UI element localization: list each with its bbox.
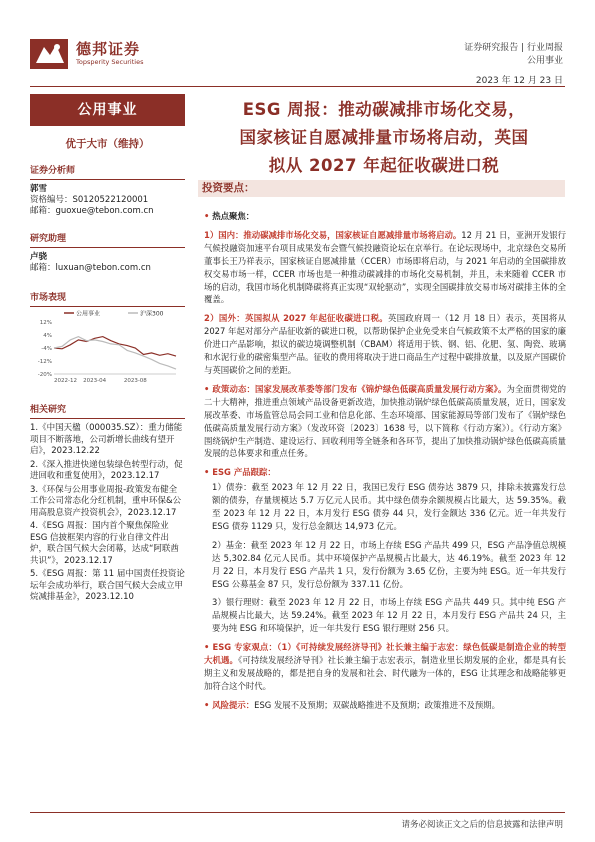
para-body: 《可持续发展经济导刊》社长兼主编于志宏表示，制造业里长期发展的企业，都是具有长期主义和发展战略的，都是把自身的发展和社会、时代融为一体的，ESG 让其理念和战略能够更加符合这个时代。: [204, 655, 566, 691]
report-sector: 公用事业: [526, 56, 563, 66]
market-chart: [30, 308, 180, 390]
y-tick-label: 4%: [43, 333, 52, 339]
analyst-email[interactable]: 邮箱：guoxue@tebon.com.cn: [30, 206, 154, 216]
market-chart-svg: [30, 308, 180, 390]
related-item[interactable]: 4.《ESG 周报：国内首个聚焦保险业 ESG 信披框架内容的行业自律文件出炉，联合国气候大会闭幕，达成“阿联酋共识”》，2023.12.17: [30, 521, 179, 566]
y-tick-label: -4%: [41, 346, 52, 352]
related-research: [30, 402, 185, 606]
related-item[interactable]: 3.《环保与公用事业周报-政策发布健全工作公司常态化分红机制，重申环保&公用高股息资产投资机会》，2023.12.17: [30, 484, 182, 518]
paragraph-expert: [204, 641, 566, 693]
logo-name-en: Topsperity Securities: [76, 58, 144, 66]
related-item[interactable]: 2.《深入推进快递包装绿色转型行动，促进回收和重复使用》，2023.12.17: [30, 459, 183, 481]
para-body: 为全面贯彻党的二十大精神，推进重点领域产品设备更新改造，加快推动锅炉绿色低碳高质量发展，近日，国家发展改革委、市场监管总局会同工业和信息化部、生态环境部、国家能源局等部门发布了《锅炉绿色低碳高质量发展行动方案》（发改环资〔2023〕1638 号，以下简称《行动方案》）。《行动方案》围绕锅炉生产制造、建设运行、回收利用等全链条和各环节，提出了加快推动锅炉绿色低碳高质量发展的总体要求和重点任务。: [204, 383, 566, 459]
para-head: 2）国外：英国拟从 2027 年起征收碳进口税。: [204, 313, 388, 324]
legend-label: 沪深300: [140, 310, 164, 318]
analyst-label: 证券分析师: [30, 163, 185, 180]
footer-divider: [30, 812, 565, 813]
logo-icon: [30, 37, 70, 71]
title-line: 拟从 2027 年起征收碳进口税: [268, 156, 500, 175]
paragraph-domestic: [204, 229, 566, 306]
related-label: 相关研究: [30, 402, 185, 419]
header-divider: [30, 86, 565, 87]
para-head: 政策动态：国家发展改革委等部门发布《锦炉绿色低碳高质量发展行动方案》。: [212, 383, 507, 394]
y-tick-label: 12%: [39, 320, 52, 326]
y-tick-label: -12%: [37, 359, 52, 365]
product-item: 3）银行理财：截至 2023 年 12 月 22 日，市场上存续 ESG 产品共 449 只。其中纯 ESG 产品规模占比最大，达 59.24%。截至 2023 年 12 月 22 日，本月发行 ESG 产品共 24 只，主要为纯 ESG 和环境保护，近一年共发行 ESG 银行理财 256 只。: [212, 597, 566, 634]
bullet-icon: •: [204, 699, 213, 710]
product-item: 1）债券：截至 2023 年 12 月 22 日，我国已发行 ESG 债券达 3879 只，排除未披露发行总额的债券，存量规模达 5.7 万亿元人民币。其中绿色债券余额规模占比最大，达 59.35%。截至 2023 年 12 月 22 日，本月发行 ESG 债券 44 只，发行金额达 336 亿元。近一年共发行 ESG 债券 1129 只，发行总金额达 14,973 亿元。: [212, 482, 566, 531]
bullet-icon: •: [204, 467, 213, 478]
report-date: 2023 年 12 月 23 日: [475, 76, 563, 86]
related-item[interactable]: 5.《ESG 周报：第 11 届中国责任投资论坛年会成功举行，联合国气候大会成立甲烷减排基金》，2023.12.10: [30, 569, 185, 602]
main-content: [204, 210, 566, 718]
paragraph-risk: [204, 699, 566, 712]
x-tick-label: 2023-08: [123, 378, 147, 384]
title-line: 国家核证自愿减排量市场将启动，英国: [239, 128, 529, 147]
bullet-icon: •: [204, 642, 213, 653]
footer-disclaimer[interactable]: 请务必阅读正文之后的信息披露和法律声明: [401, 820, 563, 830]
paragraph-policy: [204, 383, 566, 460]
market-label: 市场表现: [30, 290, 185, 307]
para-head: 风险提示：: [212, 699, 255, 710]
sidebar: [30, 94, 185, 311]
bullet-icon: •: [204, 211, 213, 221]
company-logo: [30, 36, 200, 72]
x-tick-label: 2023-04: [83, 378, 107, 384]
series-line-index: [54, 337, 176, 370]
title-line: ESG 周报：推动碳减排市场化交易，: [242, 100, 526, 119]
bullet-icon: •: [204, 383, 213, 394]
market-section: [30, 290, 185, 307]
analyst-name: 郭雪: [30, 184, 48, 194]
assistant-section: [30, 231, 185, 274]
summary-heading: 投资要点：: [198, 180, 565, 197]
hotspot-heading: • 热点聚焦：: [204, 211, 255, 221]
report-type-block: [464, 42, 563, 68]
analyst-license: 资格编号：S0120522120001: [30, 195, 149, 205]
related-item[interactable]: 1.《中国天楹（000035.SZ）：重力储能项目不断落地，公司新增长曲线有望开启》，2023.12.22: [30, 423, 183, 456]
analyst-section: [30, 163, 185, 217]
paragraph-foreign: [204, 312, 566, 377]
product-item: 2）基金：截至 2023 年 12 月 22 日，市场上存续 ESG 产品共 499 只，ESG 产品净值总规模达 5,302.84 亿元人民币。其中环境保护产品规模占比最大，达 46.19%。截至 2023 年 12 月 22 日，本月发行 ESG 产品共 1 只，发行份额为 3.65 亿份，主要为纯 ESG。近一年共发行 ESG 公募基金 87 只，发行总份额为 337.11 亿份。: [212, 539, 566, 589]
para-body: ESG 发展不及预期；双碳战略推进不及预期；政策推进不及预期。: [254, 699, 501, 710]
x-tick-label: 2022-12: [54, 378, 77, 384]
assistant-email[interactable]: 邮箱：luxuan@tebon.com.cn: [30, 263, 151, 273]
assistant-label: 研究助理: [30, 231, 185, 248]
report-title: [198, 96, 570, 180]
paragraph-products: [204, 466, 566, 479]
report-type: 证券研究报告 | 行业周报: [464, 43, 563, 53]
para-head: 1）国内：推动碳减排市场化交易，国家核证自愿减排量市场将启动。: [204, 229, 462, 240]
assistant-name: 卢骁: [30, 252, 48, 262]
para-head: ESG 产品跟踪：: [212, 467, 276, 478]
rating: 优于大市（维持）: [65, 138, 150, 150]
para-body: 12 月 21 日，亚洲开发银行气候投融资加速平台项目成果发布会暨气候投融资论坛在京举行。在论坛现场中，北京绿色交易所董事长王乃祥表示，国家核证自愿减排量（CCER）市场即将启动，与 2021 年启动的全国碳排放权交易市场一样，CCER 市场也是一种推动碳减排的市场化交易机制，并且，未来随着 CCER 市场的启动，我国市场化机制降碳将真正实现“双轮驱动”，实现全国碳排放交易市场对碳排主体的全覆盖。: [204, 229, 566, 305]
para-head: ESG 专家观点：（1）《可持续发展经济导刊》社长兼主编于志宏：绿色低碳是制造企业的转型大机遇。: [204, 642, 566, 666]
para-body: 英国政府周一（12 月 18 日）表示，英国将从 2027 年起对部分产品征收新的碳进口税，以帮助保护企业免受来自气候政策不太严格的国家的廉价进口产品影响，拟议的碳边境调整机制（CBAM）将适用于铁、钢、铝、化肥、氢、陶瓷、玻璃和水泥行业的碳密集型产品。征收的费用将取决于进口商品生产过程中碳排放量，以及原产国碳价与英国碳价之间的差距。: [204, 313, 566, 375]
y-tick-label: -20%: [37, 372, 52, 378]
sector-badge: 公用事业: [30, 94, 185, 126]
legend-label: 公用事业: [76, 310, 101, 318]
logo-name-cn: 德邦证券: [76, 40, 141, 58]
